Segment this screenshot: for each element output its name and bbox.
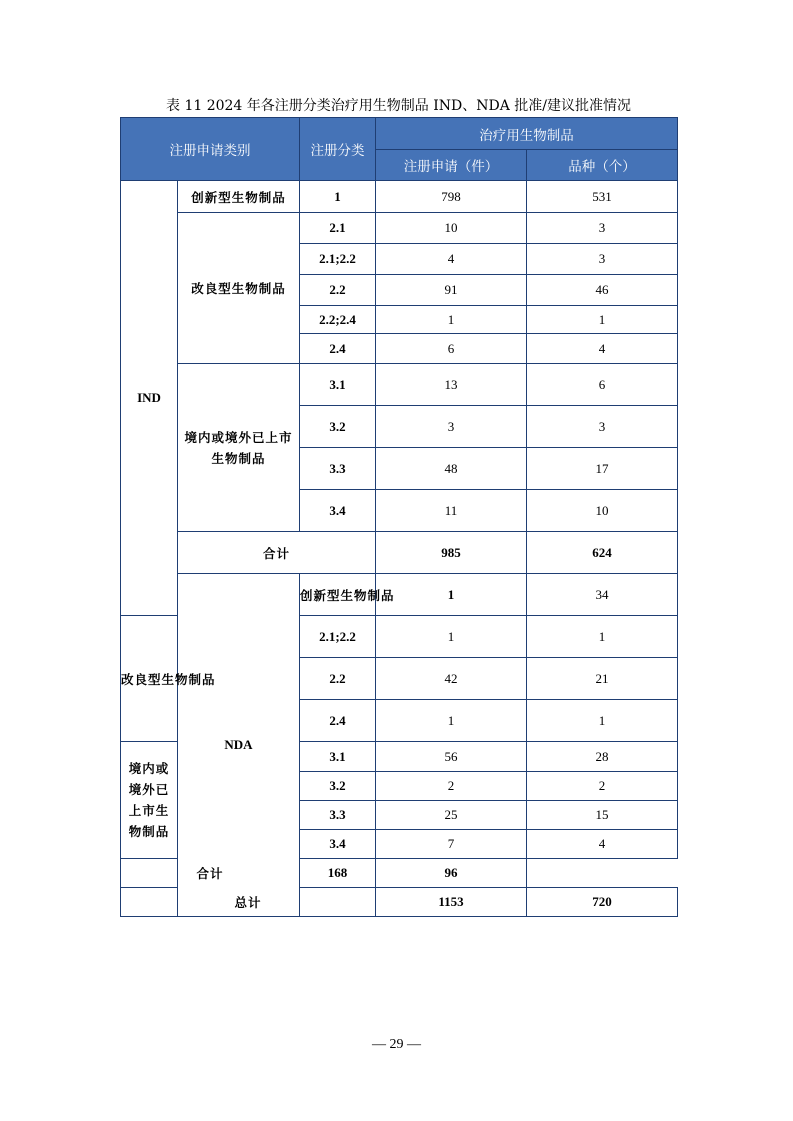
applications-cell: 10: [376, 213, 527, 244]
subcategory-innovative: 创新型生物制品: [178, 181, 300, 213]
classification-cell: 2.4: [300, 334, 376, 364]
applications-cell: 11: [376, 490, 527, 532]
varieties-cell: 15: [527, 801, 678, 830]
classification-cell: 2.1;2.2: [300, 244, 376, 275]
applications-cell: 3: [376, 406, 527, 448]
ind-total-varieties: 624: [527, 532, 678, 574]
varieties-cell: 28: [527, 742, 678, 772]
subcategory-marketed: 境内或境外已上市生物制品: [121, 742, 178, 859]
applications-cell: 42: [376, 658, 527, 700]
grand-total-varieties: 720: [527, 888, 678, 917]
table-caption: 表 11 2024 年各注册分类治疗用生物制品 IND、NDA 批准/建议批准情况: [166, 98, 631, 114]
grand-total-applications: 1153: [376, 888, 527, 917]
applications-cell: 25: [376, 801, 527, 830]
header-classification: 注册分类: [300, 118, 376, 181]
classification-cell: 1: [376, 574, 527, 616]
varieties-cell: 17: [527, 448, 678, 490]
applications-cell: 2: [376, 772, 527, 801]
applications-cell: 1: [376, 616, 527, 658]
varieties-cell: 6: [527, 364, 678, 406]
varieties-cell: 3: [527, 213, 678, 244]
applications-cell: 7: [376, 830, 527, 859]
ind-total-label: 合计: [178, 532, 376, 574]
classification-cell: 2.2: [300, 275, 376, 306]
classification-cell: 2.1: [300, 213, 376, 244]
group-ind: IND: [121, 181, 178, 616]
approval-table: [120, 117, 678, 917]
applications-cell: 13: [376, 364, 527, 406]
classification-cell: 3.3: [300, 801, 376, 830]
varieties-cell: 46: [527, 275, 678, 306]
varieties-cell: 1: [527, 700, 678, 742]
classification-cell: 3.3: [300, 448, 376, 490]
varieties-cell: 10: [527, 490, 678, 532]
applications-cell: 48: [376, 448, 527, 490]
header-varieties: 品种（个）: [527, 150, 678, 181]
subcategory-improved: 改良型生物制品: [178, 213, 300, 364]
header-category: 注册申请类别: [121, 118, 300, 181]
nda-total-applications: 168: [300, 859, 376, 888]
subcategory-marketed: 境内或境外已上市生物制品: [178, 364, 300, 532]
applications-cell: 91: [376, 275, 527, 306]
grand-total-label: 总计: [121, 888, 376, 917]
classification-cell: 2.2: [300, 658, 376, 700]
varieties-cell: 531: [527, 181, 678, 213]
varieties-cell: 21: [527, 658, 678, 700]
nda-total-varieties: 96: [376, 859, 527, 888]
applications-cell: 6: [376, 334, 527, 364]
varieties-cell: 3: [527, 244, 678, 275]
classification-cell: 3.4: [300, 830, 376, 859]
varieties-cell: 4: [527, 830, 678, 859]
group-nda: NDA: [178, 574, 300, 917]
ind-total-applications: 985: [376, 532, 527, 574]
subcategory-improved: 改良型生物制品: [121, 616, 178, 742]
subcategory-innovative: 创新型生物制品: [300, 574, 376, 616]
classification-cell: 3.4: [300, 490, 376, 532]
varieties-cell: 4: [527, 334, 678, 364]
applications-cell: 34: [527, 574, 678, 616]
applications-cell: 1: [376, 306, 527, 334]
classification-cell: 2.4: [300, 700, 376, 742]
applications-cell: 798: [376, 181, 527, 213]
nda-total-label: 合计: [121, 859, 300, 888]
classification-cell: 2.1;2.2: [300, 616, 376, 658]
varieties-cell: 3: [527, 406, 678, 448]
varieties-cell: 1: [527, 306, 678, 334]
classification-cell: 2.2;2.4: [300, 306, 376, 334]
classification-cell: 3.1: [300, 742, 376, 772]
header-applications: 注册申请（件）: [376, 150, 527, 181]
varieties-cell: 1: [527, 616, 678, 658]
applications-cell: 4: [376, 244, 527, 275]
varieties-cell: 2: [527, 772, 678, 801]
classification-cell: 3.2: [300, 406, 376, 448]
page-number: — 29 —: [372, 1037, 421, 1052]
applications-cell: 1: [376, 700, 527, 742]
classification-cell: 3.1: [300, 364, 376, 406]
applications-cell: 56: [376, 742, 527, 772]
header-group: 治疗用生物制品: [376, 118, 678, 150]
classification-cell: 3.2: [300, 772, 376, 801]
classification-cell: 1: [300, 181, 376, 213]
